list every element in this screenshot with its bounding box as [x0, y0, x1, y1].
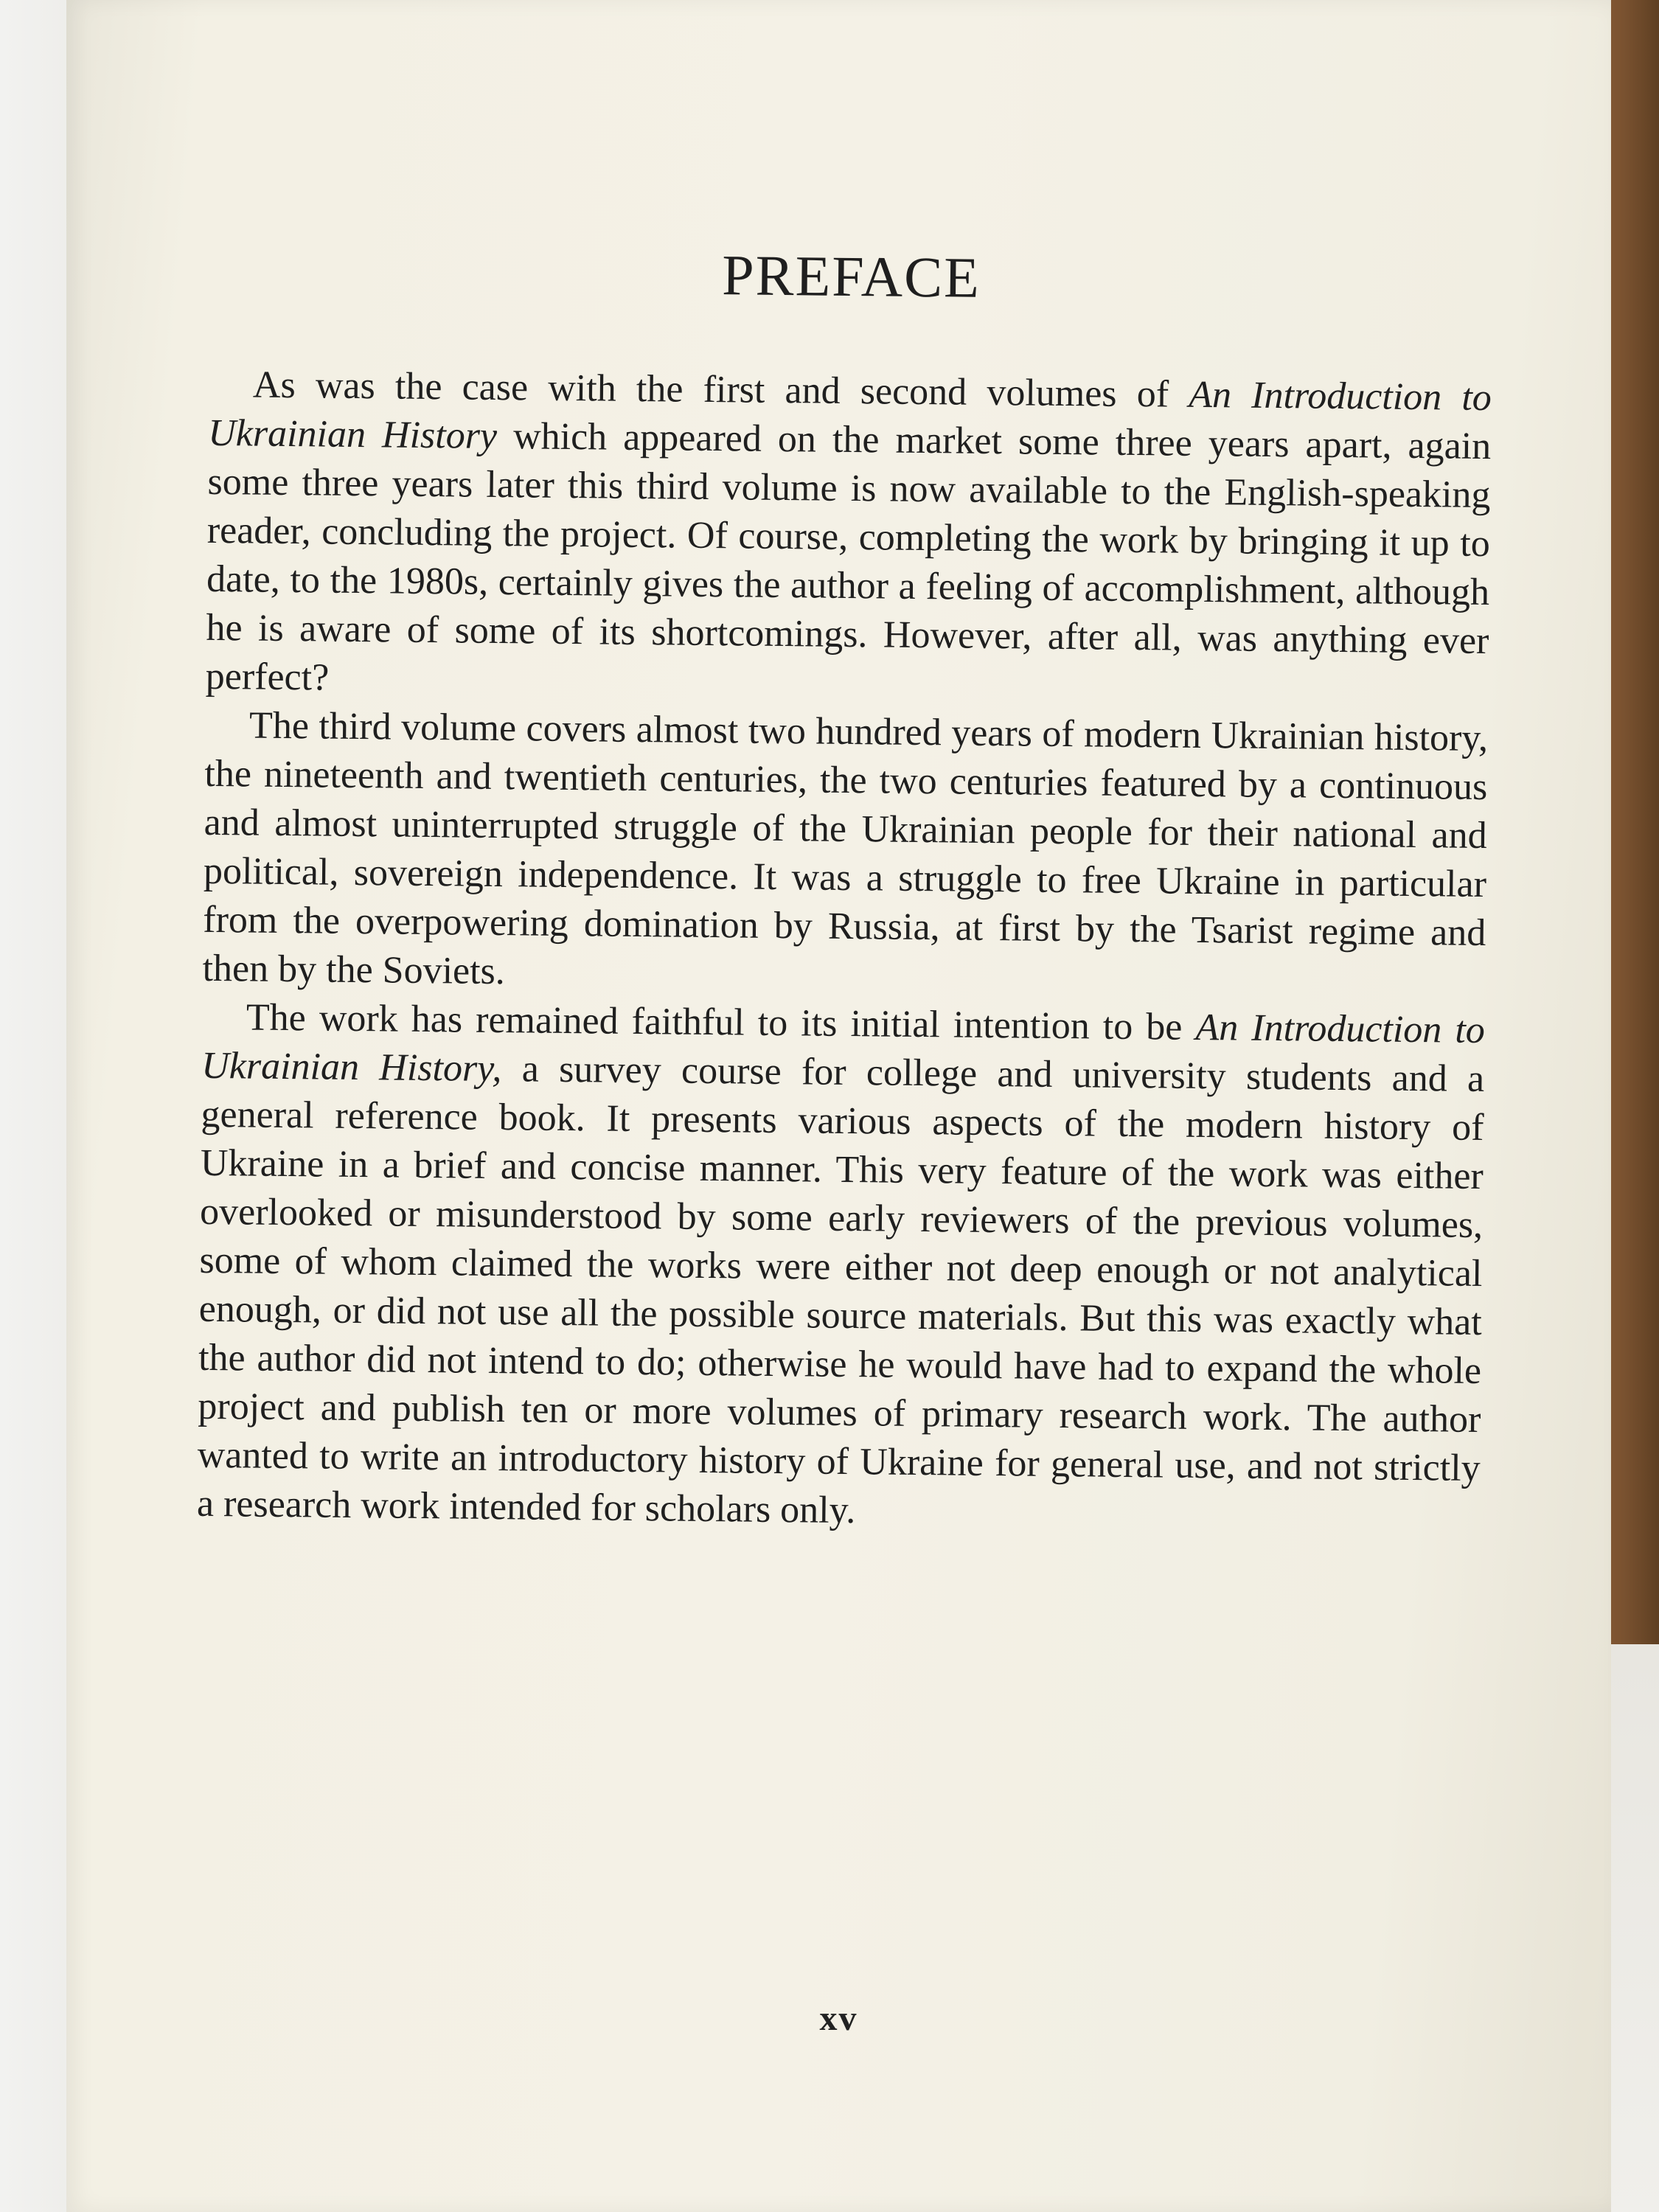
paragraph-1-book-title: An Introduction to Ukrainian History: [207, 373, 1492, 457]
page-number: xv: [819, 1999, 858, 2038]
paragraph-3-book-title: An Introduction to Ukrainian History,: [201, 1006, 1486, 1091]
paragraph-1-lead: As was the case with the first and second volumes of: [252, 364, 1189, 416]
paragraph-1-rest: which appeared on the market some three years apart, again some three years later this third volume is now available to the English-speaking reader, concluding the project. Of course, completing the work by bringing it up to date, to the 1980s, certainly gives the author a feeling of accomplishment, although he is aware of some of its shortcomings. However, after all, was anything ever perfect?: [205, 414, 1492, 699]
paragraph-3-rest: a survey course for college and university students and a general reference book. It presents various aspects of the modern history of Ukraine in a brief and concise manner. This very feature of the work was either overlooked or misunderstood by some early reviewers of the previous volumes, some of whom claimed the works were either not deep enough or not analytical enough, or did not use all the possible source materials. But this was exactly what the author did not intend to do; otherwise he would have had to expand the whole project and publish ten or more volumes of primary research work. The author wanted to write an introductory history of Ukraine for general use, and not strictly a research work intended for scholars only.: [196, 1048, 1485, 1532]
book-page: [66, 0, 1611, 2212]
paragraph-3: [197, 993, 1486, 1542]
page-title: PREFACE: [721, 243, 981, 310]
paragraph-2: [202, 701, 1488, 1006]
page-content: [197, 237, 1493, 1542]
paragraph-2-lead: The third volume covers almost two hundred years of modern Ukrainian history, the nineteenth and twentieth centuries, the two centuries featured by a continuous and almost uninterrupted struggle of the Ukrainian people for their national and political, sovereign independence. It was a struggle to free Ukraine in particular from the overpowering domination by Russia, at first by the Tsarist regime and then by the Soviets.: [202, 704, 1489, 993]
paragraph-1: [205, 361, 1492, 714]
paragraph-3-lead: The work has remained faithful to its initial intention to be: [246, 996, 1196, 1048]
